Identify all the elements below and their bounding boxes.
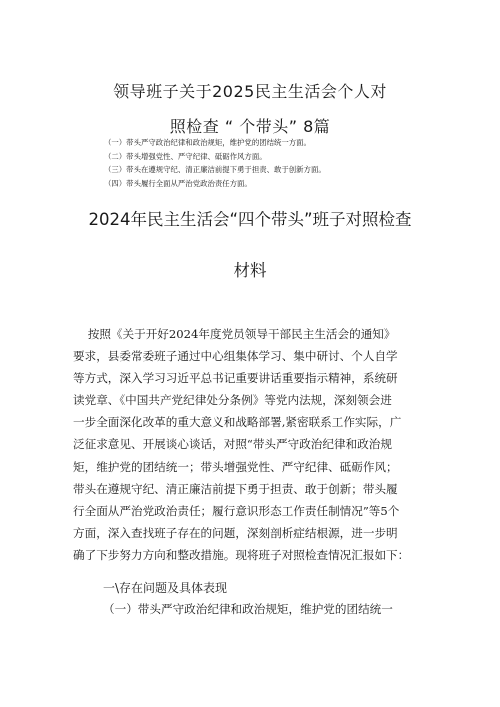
article-heading-line-2: 材料 — [233, 261, 267, 280]
body-line: 要求，县委常委班子通过中心组集体学习、集中研讨、个人自学 — [73, 349, 398, 364]
body-line: 方面，深入查找班子存在的问题，深刻剖析症结根源，进一步明 — [73, 525, 398, 540]
body-paragraph — [73, 323, 433, 566]
section-heading: 一\存在问题及具体表现 — [103, 581, 228, 595]
body-line: 一步全面深化改革的重大意义和战略部署,紧密联系工作实际，广 — [73, 415, 402, 430]
body-line: 带头在遵规守纪、清正廉洁前提下勇于担责、敢于创新；带头履 — [73, 481, 398, 496]
toc-item: （一）带头严守政治纪律和政治规矩，维护党的团结统一方面。 — [104, 138, 311, 147]
table-of-contents — [104, 136, 326, 190]
toc-item: （三）带头在遵规守纪、清正廉洁前提下勇于担责、敢于创新方面。 — [104, 165, 326, 174]
body-line: 读党章、《中国共产党纪律处分条例》等党内法规，深刻领会进 — [73, 393, 392, 408]
article-heading-line-1: 2024年民主生活会“四个带头”班子对照检查 — [88, 210, 412, 229]
toc-item: （四）带头履行全面从严治党政治责任方面。 — [104, 178, 252, 188]
body-line: 行全面从严治党政治责任；履行意识形态工作责任制情况”等5个 — [73, 503, 400, 518]
subsection-heading: （一）带头严守政治纪律和政治规矩，维护党的团结统一 — [103, 602, 393, 616]
body-line: 泛征求意见、开展谈心谈话，对照“带头严守政治纪律和政治规 — [73, 437, 392, 452]
document-title-line-1: 领导班子关于2025民主生活会个人对 — [113, 82, 387, 101]
document-title-line-2: 照检查 “ 个带头” 8篇 — [169, 117, 331, 136]
body-line: 确了下步努力方向和整改措施。现将班子对照检查情况汇报如下： — [73, 547, 410, 562]
body-line: 按照《关于开好2024年度党员领导干部民主生活会的通知》 — [73, 327, 396, 341]
toc-item: （二）带头增强党性、严守纪律、砥砺作风方面。 — [104, 151, 267, 161]
body-line: 等方式，深入学习习近平总书记重要讲话重要指示精神，系统研 — [73, 371, 398, 386]
body-line: 矩，维护党的团结统一；带头增强党性、严守纪律、砥砺作风； — [73, 459, 398, 474]
